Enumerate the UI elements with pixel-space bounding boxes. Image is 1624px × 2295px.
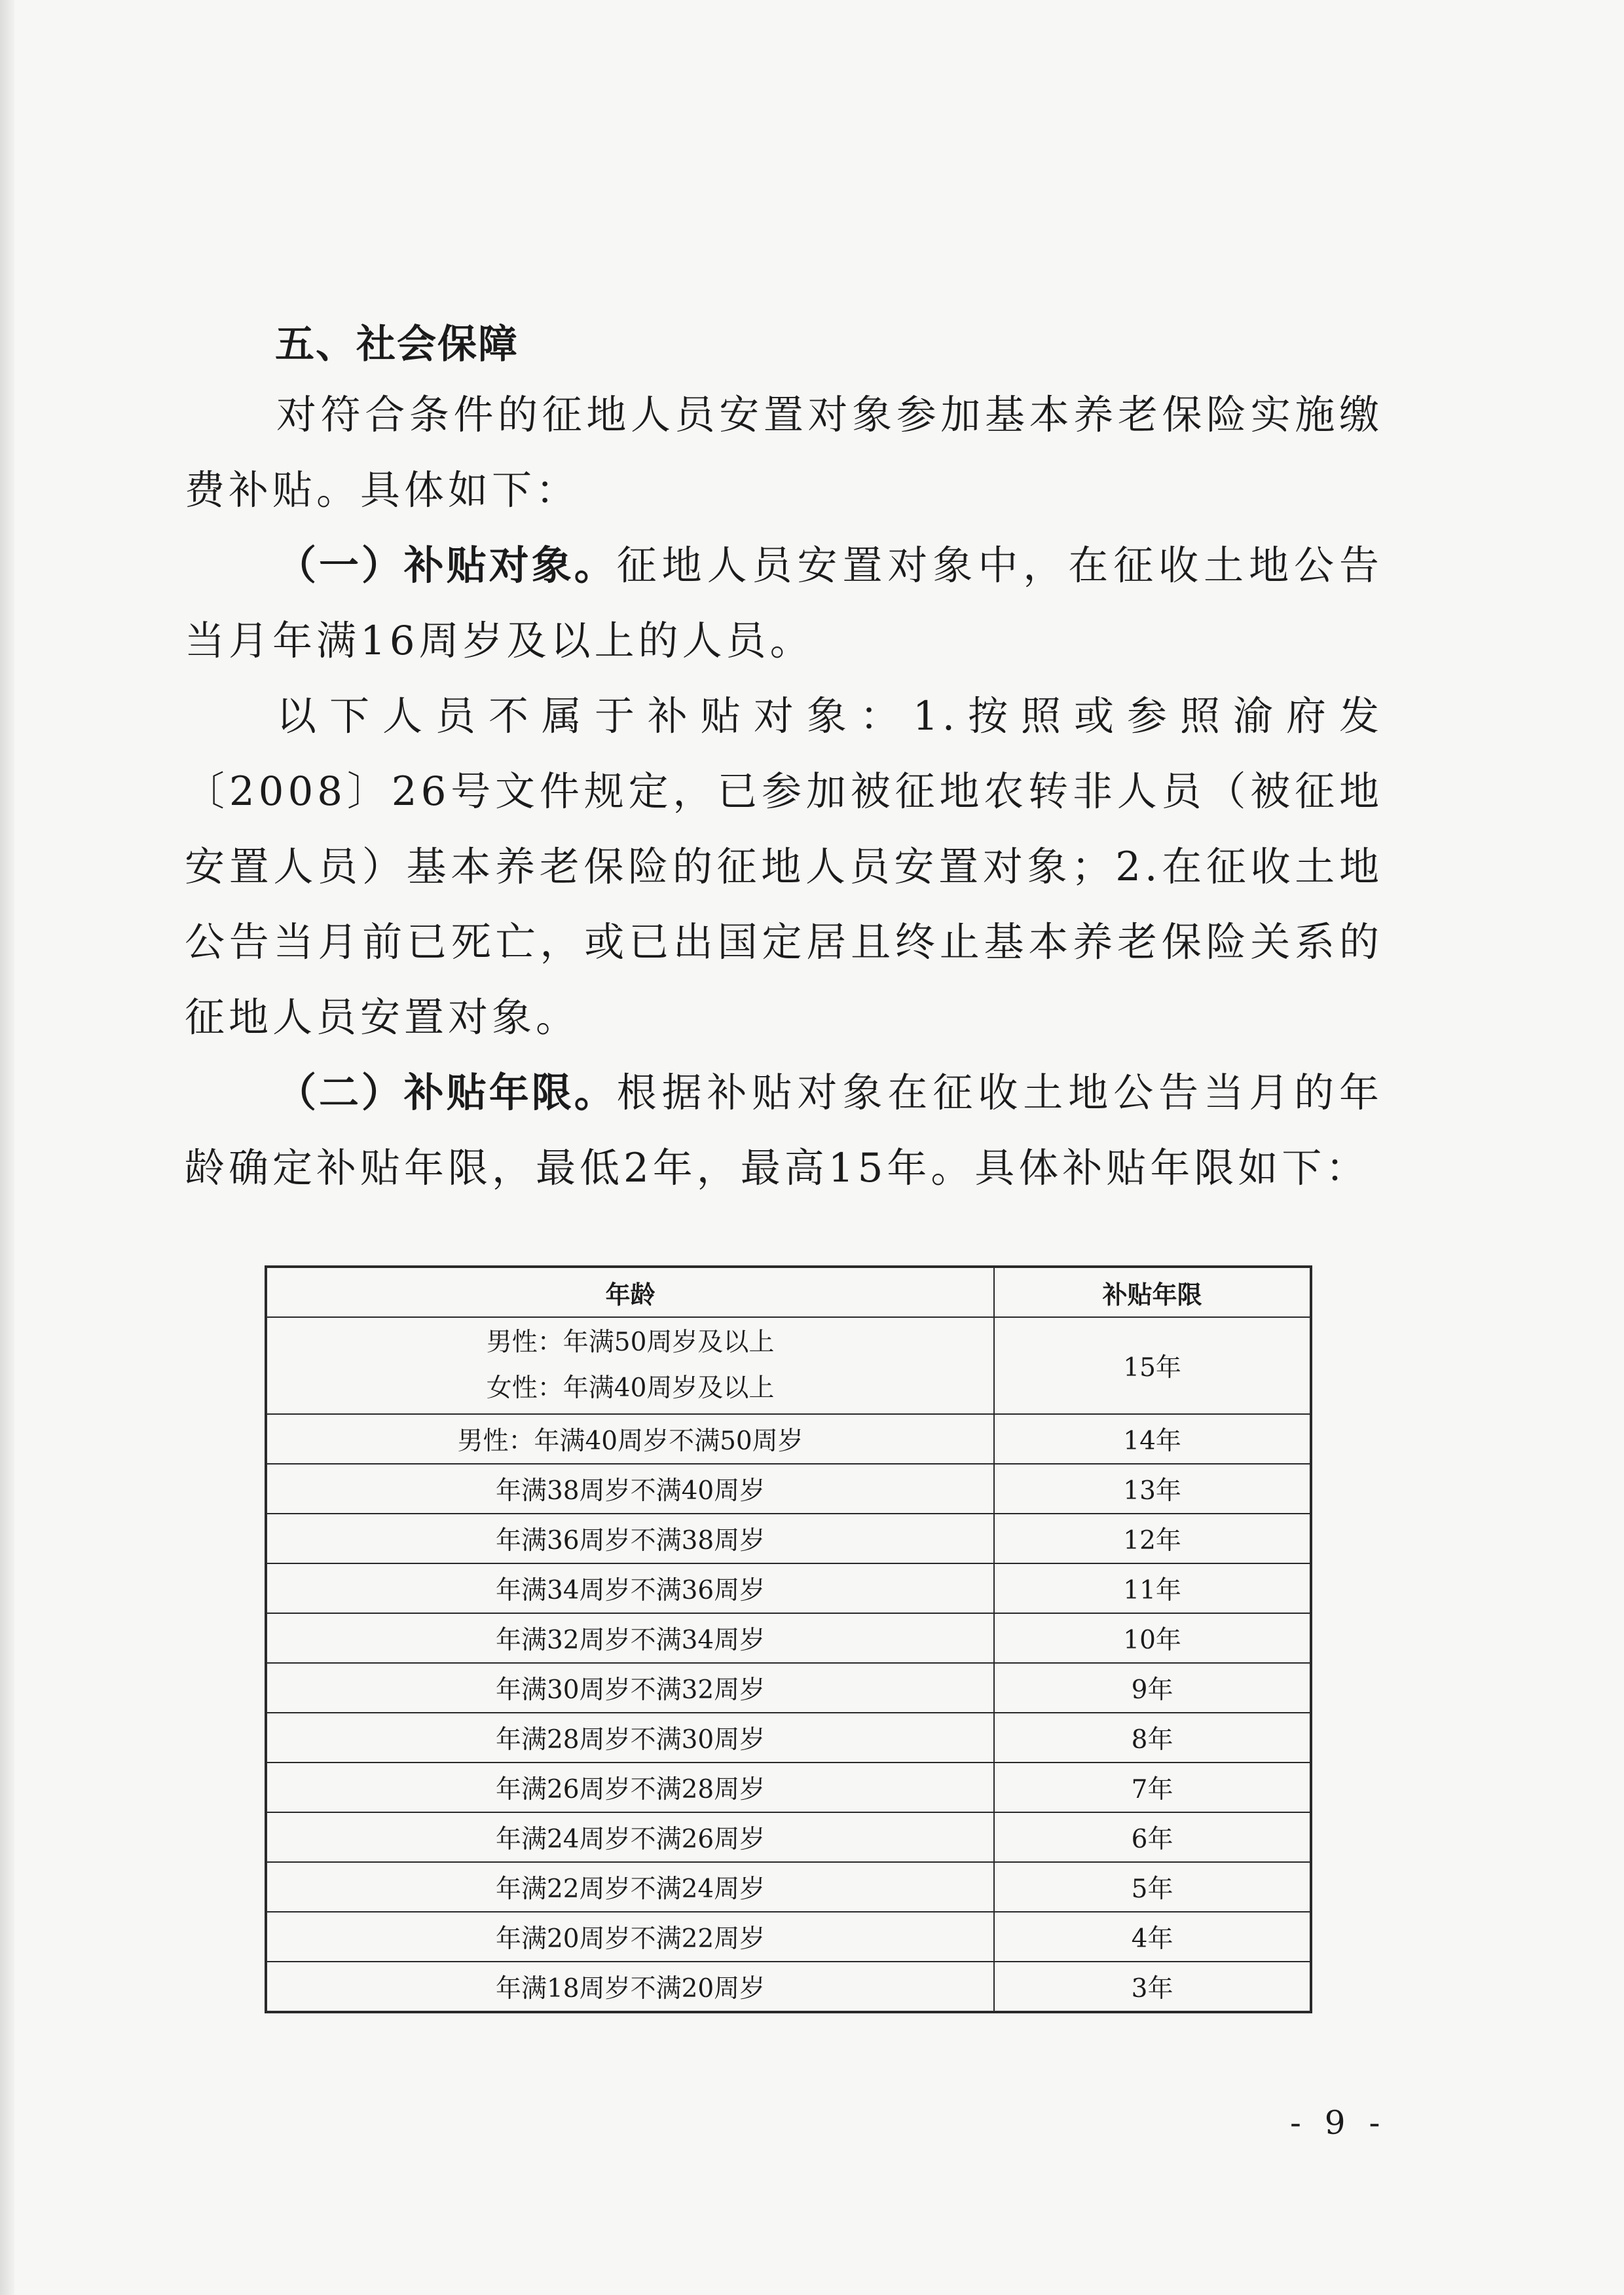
age-cell: 年满20周岁不满22周岁 (266, 1912, 994, 1962)
subsidy-years-heading: （二）补贴年限。 (276, 1070, 617, 1116)
age-cell: 男性：年满40周岁不满50周岁 (266, 1414, 994, 1464)
age-cell: 年满26周岁不满28周岁 (266, 1763, 994, 1812)
age-cell: 年满34周岁不满36周岁 (266, 1563, 994, 1613)
age-cell: 年满18周岁不满20周岁 (266, 1962, 994, 2012)
intro-paragraph: 对符合条件的征地人员安置对象参加基本养老保险实施缴费补贴。具体如下： (185, 392, 1383, 513)
age-cell: 年满30周岁不满32周岁 (266, 1663, 994, 1713)
age-column-header: 年龄 (266, 1267, 994, 1317)
table-row (266, 1713, 1311, 1763)
subsidy-target-text: 征地人员安置对象中，在征收土地公告当月年满16周岁及以上的人员。 (185, 542, 1383, 664)
subsidy-years-paragraph (185, 1055, 1383, 1206)
years-cell: 7年 (994, 1763, 1311, 1812)
years-cell: 10年 (994, 1613, 1311, 1663)
age-cell (266, 1317, 994, 1414)
years-cell: 5年 (994, 1862, 1311, 1912)
subsidy-years-text: 根据补贴对象在征收土地公告当月的年龄确定补贴年限，最低2年，最高15年。具体补贴年限如下： (185, 1070, 1383, 1191)
table-row (266, 1763, 1311, 1812)
years-cell: 9年 (994, 1663, 1311, 1713)
age-cell: 年满24周岁不满26周岁 (266, 1812, 994, 1862)
years-cell: 15年 (994, 1317, 1311, 1414)
age-female-line: 女性：年满40周岁及以上 (486, 1373, 775, 1403)
table-row (266, 1663, 1311, 1713)
age-cell: 年满38周岁不满40周岁 (266, 1464, 994, 1514)
years-cell: 14年 (994, 1414, 1311, 1464)
age-cell: 年满36周岁不满38周岁 (266, 1514, 994, 1563)
age-cell: 年满32周岁不满34周岁 (266, 1613, 994, 1663)
exclusion-paragraph: 以下人员不属于补贴对象：1.按照或参照渝府发〔2008〕26号文件规定，已参加被征地农转非人员（被征地安置人员）基本养老保险的征地人员安置对象；2.在征收土地公告当月前已死亡，或已出国定居且终止基本养老保险关系的征地人员安置对象。 (185, 693, 1383, 1041)
years-cell: 12年 (994, 1514, 1311, 1563)
table-row (266, 1414, 1311, 1464)
years-column-header: 补贴年限 (994, 1267, 1311, 1317)
table-row (266, 1563, 1311, 1613)
subsidy-target-heading: （一）补贴对象。 (276, 542, 617, 589)
table-row (266, 1962, 1311, 2012)
years-cell: 4年 (994, 1912, 1311, 1962)
age-male-line: 男性：年满50周岁及以上 (486, 1328, 775, 1357)
table-row (266, 1912, 1311, 1962)
years-cell: 8年 (994, 1713, 1311, 1763)
table-header-row (266, 1267, 1311, 1317)
years-cell: 13年 (994, 1464, 1311, 1514)
subsidy-target-paragraph (185, 528, 1383, 679)
subsidy-years-table (265, 1265, 1312, 2013)
table-row (266, 1812, 1311, 1862)
years-cell: 3年 (994, 1962, 1311, 2012)
table-row (266, 1613, 1311, 1663)
age-cell: 年满22周岁不满24周岁 (266, 1862, 994, 1912)
table-row (266, 1862, 1311, 1912)
section-title: 五、社会保障 (275, 322, 519, 367)
table-row (266, 1464, 1311, 1514)
years-cell: 6年 (994, 1812, 1311, 1862)
page-edge (0, 0, 14, 2295)
table-row (266, 1514, 1311, 1563)
page-number: - 9 - (1290, 2104, 1387, 2142)
age-cell: 年满28周岁不满30周岁 (266, 1713, 994, 1763)
years-cell: 11年 (994, 1563, 1311, 1613)
table-row (266, 1317, 1311, 1414)
